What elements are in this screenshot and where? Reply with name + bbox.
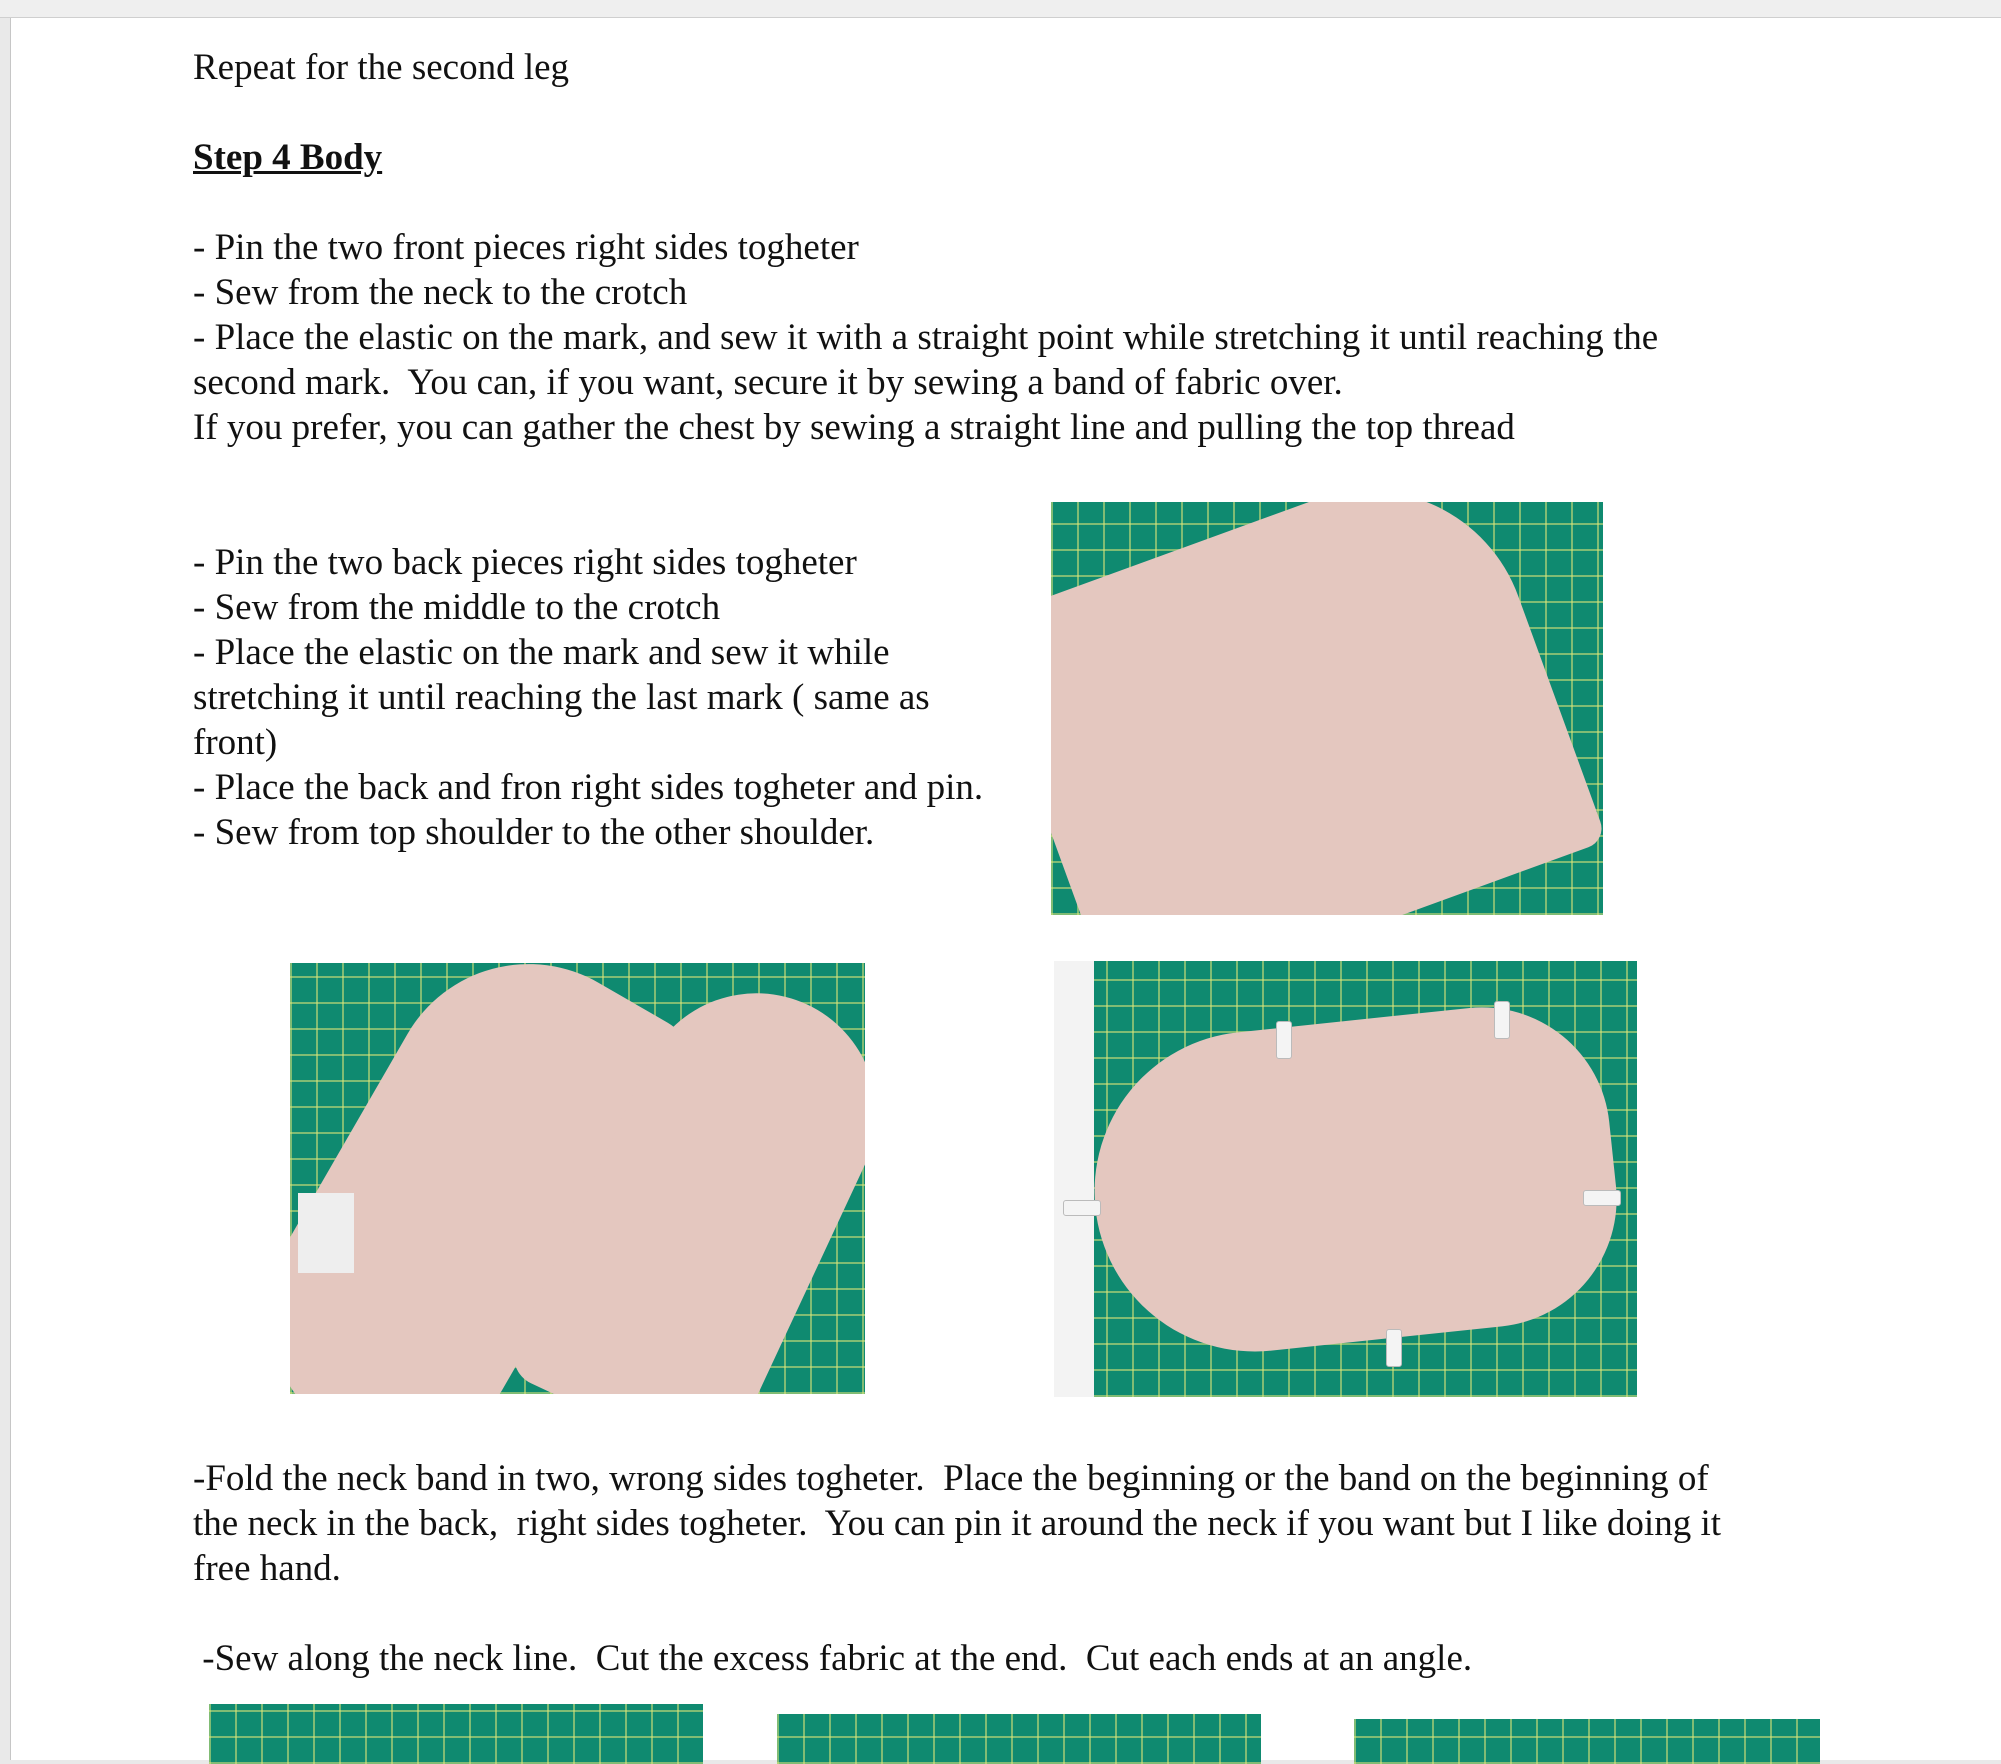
back-step-1: - Pin the two back pieces right sides togheter — [193, 542, 857, 583]
pin-clip — [1386, 1329, 1402, 1367]
step-4-heading: Step 4 Body — [193, 137, 383, 178]
back-step-4: - Place the back and fron right sides togheter and pin. — [193, 767, 984, 808]
front-step-3: - Place the elastic on the mark, and sew it with a straight point while stretching it until reaching the — [193, 317, 1659, 358]
pin-clip — [1063, 1200, 1101, 1216]
photo-back-piece — [1051, 502, 1603, 915]
neck-band-line-2: the neck in the back, right sides togheter. You can pin it around the neck if you want but I like doing it — [193, 1503, 1722, 1544]
front-step-4: If you prefer, you can gather the chest by sewing a straight line and pulling the top thread — [193, 407, 1515, 448]
viewer-top-bar — [0, 0, 2001, 18]
photo-pinned-pieces — [1054, 961, 1637, 1397]
pin-clip — [1494, 1001, 1510, 1039]
back-step-5: - Sew from top shoulder to the other shoulder. — [193, 812, 875, 853]
pin-clip — [1276, 1021, 1292, 1059]
cutting-mat-grid — [209, 1704, 703, 1764]
front-step-2: - Sew from the neck to the crotch — [193, 272, 688, 313]
front-step-1: - Pin the two front pieces right sides togheter — [193, 227, 859, 268]
cutting-mat-grid — [777, 1714, 1261, 1764]
document-page — [10, 18, 2001, 1760]
pin-clip — [1583, 1190, 1621, 1206]
neck-band-line-3: free hand. — [193, 1548, 341, 1589]
cutting-mat-grid — [1354, 1719, 1820, 1764]
photo-bottom-3 — [1354, 1719, 1820, 1764]
neck-band-line-1: -Fold the neck band in two, wrong sides togheter. Place the beginning or the band on the beginning of — [193, 1458, 1709, 1499]
photo-front-back-elastic — [290, 963, 865, 1394]
photo-bottom-1 — [209, 1704, 703, 1764]
back-step-3-cont2: front) — [193, 722, 278, 763]
back-step-3-cont: stretching it until reaching the last mark ( same as — [193, 677, 930, 718]
sew-neck-line: -Sew along the neck line. Cut the excess fabric at the end. Cut each ends at an angle. — [193, 1638, 1473, 1679]
photo-bottom-2 — [777, 1714, 1261, 1764]
back-step-3: - Place the elastic on the mark and sew it while — [193, 632, 890, 673]
back-step-2: - Sew from the middle to the crotch — [193, 587, 721, 628]
label-tag — [298, 1193, 354, 1273]
front-step-3-cont: second mark. You can, if you want, secure it by sewing a band of fabric over. — [193, 362, 1343, 403]
table-edge — [1054, 961, 1094, 1397]
intro-line: Repeat for the second leg — [193, 47, 570, 88]
